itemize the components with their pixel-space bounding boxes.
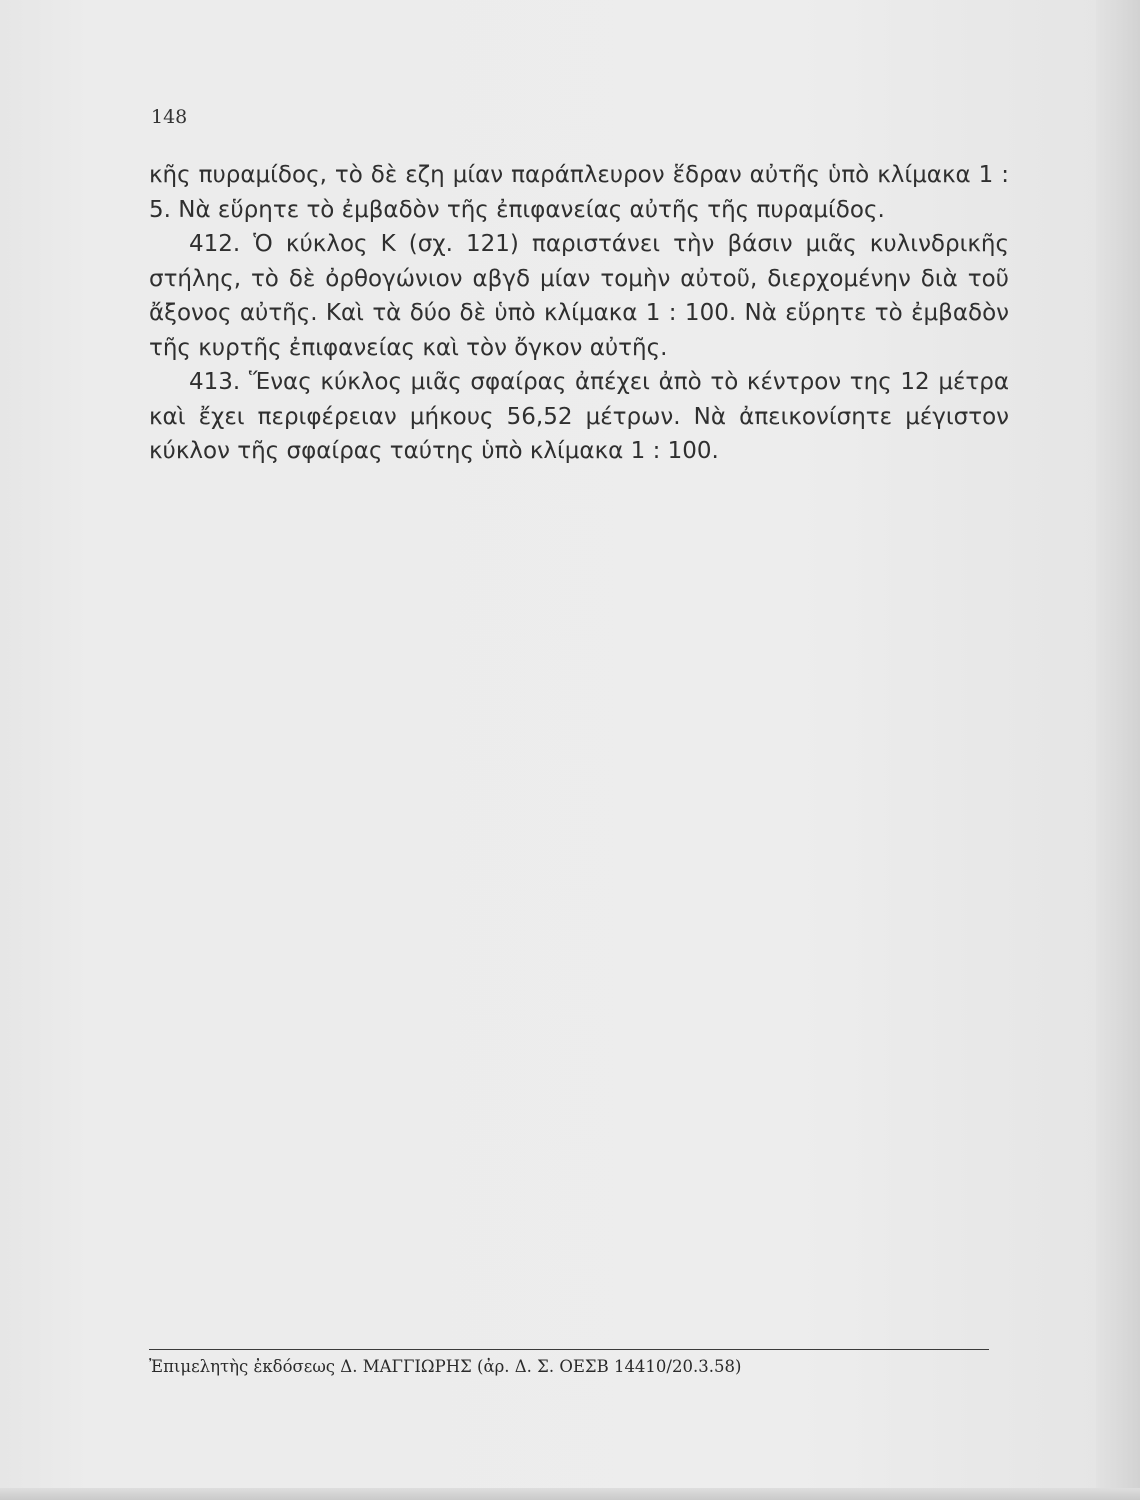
page-edge-shadow bbox=[1096, 0, 1140, 1500]
paragraph-exercise-413: 413. Ἕνας κύκλος μιᾶς σφαίρας ἀπέχει ἀπὸ τὸ κέντρον της 12 μέτρα καὶ ἔχει περιφέρειαν μήκους 56,52 μέτρων. Νὰ ἀπεικονίσητε μέγιστον κύκλον τῆς σφαίρας ταύτης ὑπὸ κλίμακα 1 : 100. bbox=[149, 369, 1009, 464]
publisher-footer: Ἐπιμελητὴς ἐκδόσεως Δ. ΜΑΓΓΙΩΡΗΣ (ἀρ. Δ. Σ. ΟΕΣΒ 14410/20.3.58) bbox=[149, 1357, 742, 1376]
paragraph-exercise-412: 412. Ὁ κύκλος Κ (σχ. 121) παριστάνει τὴν βάσιν μιᾶς κυλινδρικῆς στήλης, τὸ δὲ ὀρθογώνιον αβγδ μίαν τομὴν αὐτοῦ, διερχομένην διὰ τοῦ ἄξονος αὐτῆς. Καὶ τὰ δύο δὲ ὑπὸ κλίμακα 1 : 100. Νὰ εὕρητε τὸ ἐμβαδὸν τῆς κυρτῆς ἐπιφανείας καὶ τὸν ὄγκον αὐτῆς. bbox=[149, 231, 1009, 361]
footer-rule bbox=[149, 1349, 989, 1350]
page-number: 148 bbox=[151, 106, 188, 128]
page-bottom-edge bbox=[0, 1488, 1140, 1500]
paragraph-continuation: κῆς πυραμίδος, τὸ δὲ εζη μίαν παράπλευρον ἕδραν αὐτῆς ὑπὸ κλίμακα 1 : 5. Νὰ εὕρητε τὸ ἐμβαδὸν τῆς ἐπιφανείας αὐτῆς τῆς πυραμίδος. bbox=[149, 162, 1009, 223]
page-body bbox=[149, 158, 1009, 469]
